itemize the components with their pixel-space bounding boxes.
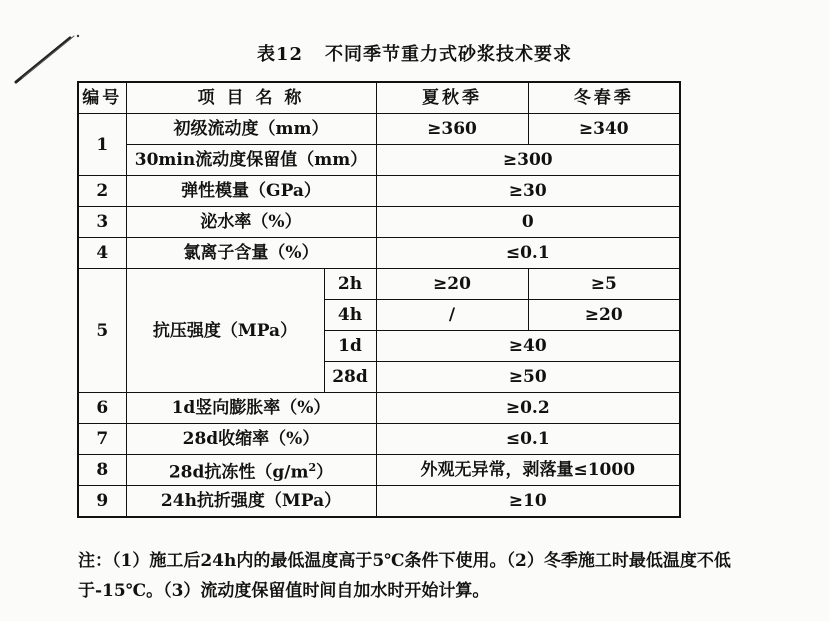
row-item-text-end: ） [316, 462, 334, 483]
row-item: 30min流动度保留值（mm） [126, 145, 376, 176]
table-row [78, 486, 680, 518]
table-number: 表12 [256, 44, 304, 65]
row-item: 1d竖向膨胀率（%） [126, 393, 376, 424]
table-row [78, 145, 680, 176]
row-num: 7 [78, 424, 126, 455]
row-item [126, 455, 376, 486]
table-notes [78, 546, 731, 606]
row-value: ≥0.2 [376, 393, 680, 424]
table-row [78, 269, 680, 300]
row-num: 9 [78, 486, 126, 518]
row-num: 8 [78, 455, 126, 486]
row-num: 4 [78, 238, 126, 269]
spec-table [77, 81, 681, 518]
row-value: ≥40 [376, 331, 680, 362]
row-num: 3 [78, 207, 126, 238]
row-item: 泌水率（%） [126, 207, 376, 238]
table-caption [0, 40, 829, 66]
row-item: 氯离子含量（%） [126, 238, 376, 269]
row-value: ≥300 [376, 145, 680, 176]
row-sub-age: 1d [324, 331, 376, 362]
row-value-winter-spring: ≥5 [528, 269, 680, 300]
row-num: 2 [78, 176, 126, 207]
header-row [78, 82, 680, 114]
note-line-2: 于-15℃。（3）流动度保留值时间自加水时开始计算。 [78, 581, 490, 601]
row-num: 6 [78, 393, 126, 424]
table-row [78, 424, 680, 455]
row-value: ≥30 [376, 176, 680, 207]
header-item: 项 目 名 称 [126, 82, 376, 114]
row-item: 弹性模量（GPa） [126, 176, 376, 207]
header-winter-spring: 冬春季 [528, 82, 680, 114]
table-row [78, 176, 680, 207]
row-sub-age: 4h [324, 300, 376, 331]
row-item: 抗压强度（MPa） [126, 269, 324, 393]
header-num: 编号 [78, 82, 126, 114]
row-item-text: 28d抗冻性（g/m [168, 462, 309, 483]
row-item: 初级流动度（mm） [126, 114, 376, 145]
row-item: 28d收缩率（%） [126, 424, 376, 455]
table-row [78, 455, 680, 486]
row-item: 24h抗折强度（MPa） [126, 486, 376, 518]
row-value-summer-autumn: ≥360 [376, 114, 528, 145]
row-value-winter-spring: ≥20 [528, 300, 680, 331]
row-value: ≤0.1 [376, 424, 680, 455]
row-value: ≥50 [376, 362, 680, 393]
table-row [78, 207, 680, 238]
table-row [78, 393, 680, 424]
header-summer-autumn: 夏秋季 [376, 82, 528, 114]
row-value-summer-autumn: ≥20 [376, 269, 528, 300]
row-value-summer-autumn: / [376, 300, 528, 331]
table-row [78, 238, 680, 269]
row-value: ≤0.1 [376, 238, 680, 269]
row-value-winter-spring: ≥340 [528, 114, 680, 145]
row-sub-age: 2h [324, 269, 376, 300]
row-sub-age: 28d [324, 362, 376, 393]
table-title: 不同季节重力式砂浆技术要求 [325, 44, 573, 65]
row-num: 5 [78, 269, 126, 393]
table-row [78, 114, 680, 145]
row-value: 0 [376, 207, 680, 238]
row-value: 外观无异常，剥落量≤1000 [376, 455, 680, 486]
row-value: ≥10 [376, 486, 680, 518]
row-item-superscript: 2 [308, 460, 317, 474]
row-num: 1 [78, 114, 126, 176]
note-line-1: 注：（1）施工后24h内的最低温度高于5℃条件下使用。（2）冬季施工时最低温度不低 [78, 551, 731, 571]
